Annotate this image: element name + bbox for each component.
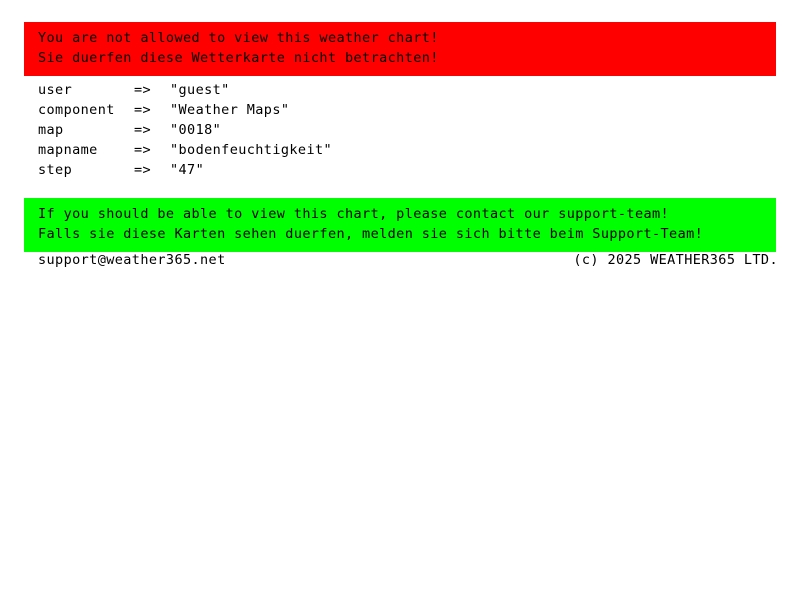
detail-key-component: component (38, 102, 115, 118)
detail-row-mapname (38, 140, 778, 160)
page-footer (38, 250, 778, 270)
info-banner (24, 198, 776, 252)
error-banner (24, 22, 776, 76)
support-email-link[interactable]: support@weather365.net (38, 252, 226, 268)
detail-row-user (38, 80, 778, 100)
detail-row-map (38, 120, 778, 140)
detail-key-step: step (38, 162, 73, 178)
detail-value-mapname: "bodenfeuchtigkeit" (170, 142, 333, 158)
detail-key-user: user (38, 82, 73, 98)
detail-key-mapname: mapname (38, 142, 98, 158)
error-banner-line-en: You are not allowed to view this weather chart! (38, 30, 439, 46)
request-details (38, 80, 778, 180)
detail-row-step (38, 160, 778, 180)
detail-arrow-step: => (134, 162, 152, 178)
error-banner-line-de: Sie duerfen diese Wetterkarte nicht betrachten! (38, 50, 439, 66)
detail-row-component (38, 100, 778, 120)
detail-arrow-user: => (134, 82, 152, 98)
detail-value-step: "47" (170, 162, 205, 178)
detail-value-map: "0018" (170, 122, 222, 138)
info-banner-line-en: If you should be able to view this chart, please contact our support-team! (38, 206, 670, 222)
detail-value-user: "guest" (170, 82, 230, 98)
detail-key-map: map (38, 122, 64, 138)
detail-value-component: "Weather Maps" (170, 102, 290, 118)
info-banner-line-de: Falls sie diese Karten sehen duerfen, melden sie sich bitte beim Support-Team! (38, 226, 704, 242)
detail-arrow-mapname: => (134, 142, 152, 158)
copyright-text: (c) 2025 WEATHER365 LTD. (573, 252, 778, 268)
detail-arrow-map: => (134, 122, 152, 138)
detail-arrow-component: => (134, 102, 152, 118)
